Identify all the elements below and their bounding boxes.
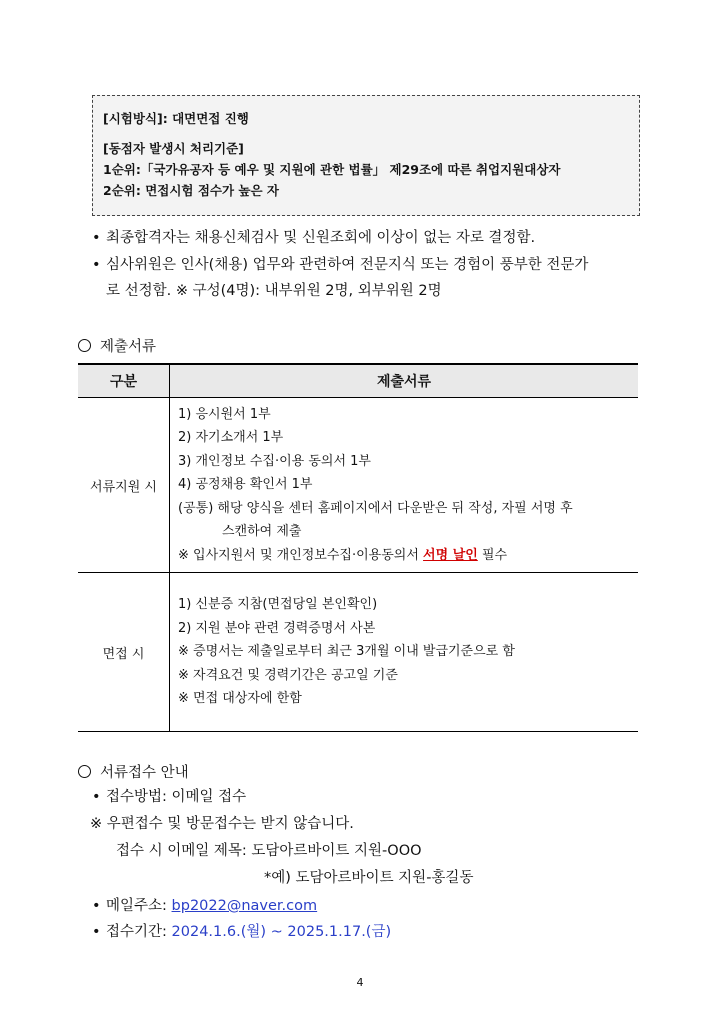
list-item: 1) 응시원서 1부 <box>178 406 271 422</box>
section-docs-heading: 제출서류 <box>78 335 156 356</box>
tie-rule-title: [동점자 발생시 처리기준] <box>103 141 244 156</box>
circle-icon <box>78 765 91 778</box>
row-items <box>170 398 639 573</box>
list-item: 스캔하여 제출 <box>222 524 302 540</box>
table-row <box>78 398 638 573</box>
row-category: 서류지원 시 <box>78 398 170 573</box>
column-header-documents: 제출서류 <box>170 364 639 398</box>
bullet-committee: • 심사위원은 인사(채용) 업무와 관련하여 전문지식 또는 경험이 풍부한 전문가 <box>92 252 588 278</box>
bullet-committee-cont: 로 선정함. ※ 구성(4명): 내부위원 2명, 외부위원 2명 <box>106 283 442 299</box>
exam-method: [시험방식]: 대면면접 진행 <box>103 111 249 126</box>
receipt-period-line: • 접수기간: 2024.1.6.(월) ~ 2025.1.17.(금) <box>92 919 391 945</box>
bullet-icon: • <box>92 230 101 246</box>
list-item: 2) 자기소개서 1부 <box>178 430 284 446</box>
section-receipt-heading: 서류접수 안내 <box>78 761 189 782</box>
documents-table <box>78 363 638 732</box>
bullet-icon: • <box>92 789 101 805</box>
list-item: (공통) 해당 양식을 센터 홈페이지에서 다운받은 뒤 작성, 자필 서명 후 <box>178 500 573 516</box>
bullet-final-pass: • 최종합격자는 채용신체검사 및 신원조회에 이상이 없는 자로 결정함. <box>92 225 535 251</box>
tie-rule-rank2: 2순위: 면접시험 점수가 높은 자 <box>103 183 280 198</box>
signature-note: ※ 입사지원서 및 개인정보수집·이용동의서 서명 날인 필수 <box>178 547 508 563</box>
list-item: 1) 신분증 지참(면접당일 본인확인) <box>178 597 378 613</box>
list-item: ※ 자격요건 및 경력기간은 공고일 기준 <box>178 667 398 683</box>
email-address-line: • 메일주소: bp2022@naver.com <box>92 893 317 919</box>
bullet-icon: • <box>92 924 101 940</box>
bullet-icon: • <box>92 898 101 914</box>
table-row <box>78 573 638 732</box>
list-item: ※ 면접 대상자에 한함 <box>178 691 302 707</box>
list-item: 2) 지원 분야 관련 경력증명서 사본 <box>178 620 376 636</box>
table-header-row <box>78 364 638 398</box>
row-items <box>170 573 639 732</box>
bullet-icon: • <box>92 257 101 273</box>
list-item: 3) 개인정보 수집·이용 동의서 1부 <box>178 453 371 469</box>
list-item: ※ 증명서는 제출일로부터 최근 3개월 이내 발급기준으로 함 <box>178 644 515 660</box>
email-subject-example: *예) 도담아르바이트 지원-홍길동 <box>264 870 474 886</box>
row-category: 면접 시 <box>78 573 170 732</box>
receipt-method: • 접수방법: 이메일 접수 <box>92 784 246 810</box>
tie-rule-rank1: 1순위:「국가유공자 등 예우 및 지원에 관한 법률」 제29조에 따른 취업지원대상자 <box>103 162 561 177</box>
receipt-period: 2024.1.6.(월) ~ 2025.1.17.(금) <box>171 924 392 940</box>
notice-box <box>92 95 640 216</box>
email-link[interactable]: bp2022@naver.com <box>171 898 318 914</box>
no-mail-note: ※ 우편접수 및 방문접수는 받지 않습니다. <box>90 816 354 832</box>
column-header-category: 구분 <box>78 364 170 398</box>
email-subject: 접수 시 이메일 제목: 도담아르바이트 지원-OOO <box>116 843 422 859</box>
circle-icon <box>78 339 91 352</box>
signature-emphasis: 서명 날인 <box>423 547 478 563</box>
list-item: 4) 공정채용 확인서 1부 <box>178 477 313 493</box>
page-number: 4 <box>356 976 364 989</box>
